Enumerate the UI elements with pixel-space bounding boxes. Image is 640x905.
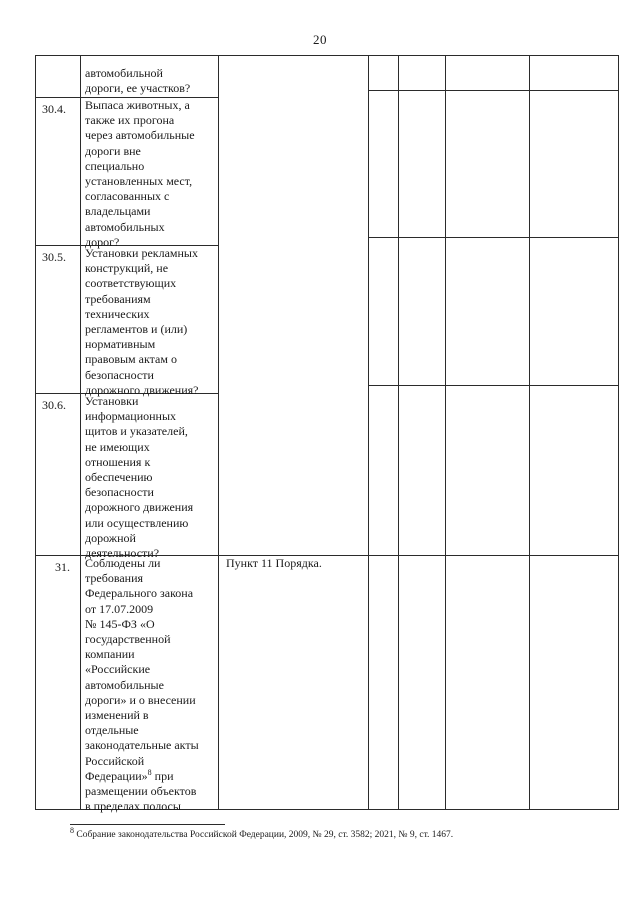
question-line: дороги вне — [85, 143, 141, 158]
question-line: регламентов и (или) — [85, 322, 188, 337]
question-line: или осуществлению — [85, 515, 189, 530]
table-border-right — [618, 55, 619, 810]
row-number: 30.5. — [42, 250, 66, 264]
question-line: автомобильных — [85, 219, 165, 234]
table-row — [85, 246, 198, 398]
question-line: Соблюдены ли — [85, 556, 161, 570]
question-line: через автомобильные — [85, 128, 195, 143]
question-line: информационных — [85, 409, 177, 424]
col-divider-6 — [529, 55, 530, 810]
question-line: законодательные акты — [85, 738, 199, 753]
table-row — [85, 98, 195, 250]
question-line: дорог? — [85, 234, 120, 249]
question-line: конструкций, не — [85, 261, 169, 276]
question-line: в пределах полосы — [85, 799, 181, 814]
question-line: согласованных с — [85, 189, 170, 204]
question-line: дорожного движения — [85, 500, 194, 515]
table-row — [85, 66, 190, 96]
question-line: отдельные — [85, 723, 139, 738]
row-number: 30.4. — [42, 102, 66, 116]
table-border-top — [35, 55, 619, 56]
question-line: размещении объектов — [85, 784, 197, 799]
question-line: безопасности — [85, 367, 154, 382]
question-line: требованиям — [85, 291, 151, 306]
question-line: от 17.07.2009 — [85, 601, 154, 616]
question-line: дороги» и о внесении — [85, 692, 196, 707]
reference-cell: Пункт 11 Порядка. — [226, 556, 322, 570]
table-row — [85, 556, 199, 814]
question-line: государственной — [85, 632, 171, 647]
question-line: отношения к — [85, 454, 151, 469]
question-line: автомобильные — [85, 677, 164, 692]
question-line: щитов и указателей, — [85, 424, 188, 439]
question-line: дорожной — [85, 530, 136, 545]
question-line: правовым актам о — [85, 352, 177, 367]
question-line: установленных мест, — [85, 174, 193, 189]
question-line-tail: при — [151, 768, 174, 783]
question-line: Выпаса животных, а — [85, 98, 190, 112]
checklist-table — [35, 55, 619, 814]
page-number: 20 — [313, 32, 327, 47]
question-line: Установки — [85, 394, 139, 408]
question-line: владельцами — [85, 204, 151, 219]
footnote-marker: 8 — [70, 825, 74, 835]
question-line: требования — [85, 571, 144, 586]
question-line: дороги, ее участков? — [85, 81, 191, 96]
question-line: автомобильной — [85, 66, 163, 80]
col-divider-5 — [445, 55, 446, 810]
row-number: 30.6. — [42, 398, 66, 412]
question-line: деятельности? — [85, 546, 160, 561]
question-line: технических — [85, 306, 150, 321]
col-divider-2 — [218, 55, 219, 810]
row-divider-3b — [368, 385, 619, 386]
row-number: 31. — [55, 560, 70, 574]
question-line: изменений в — [85, 708, 149, 723]
question-line — [85, 769, 199, 784]
question-line: обеспечению — [85, 470, 153, 485]
question-line: Установки рекламных — [85, 246, 198, 260]
table-border-left — [35, 55, 36, 810]
question-line-text: Федерации» — [85, 768, 148, 783]
question-line: Федерального закона — [85, 586, 194, 601]
question-line: специально — [85, 158, 145, 173]
question-line: дорожного движения? — [85, 382, 199, 397]
row-divider-2b — [368, 237, 619, 238]
footnote-divider — [70, 824, 225, 825]
question-line: компании — [85, 647, 135, 662]
footnote — [70, 825, 454, 840]
footnote-marker: 8 — [147, 767, 152, 777]
question-line: соответствующих — [85, 276, 177, 291]
col-divider-4 — [398, 55, 399, 810]
question-line: не имеющих — [85, 439, 150, 454]
question-line: № 145-ФЗ «О — [85, 616, 155, 631]
col-divider-1 — [80, 55, 81, 810]
question-line: также их прогона — [85, 113, 175, 128]
row-divider-1b — [368, 90, 619, 91]
question-line: Российской — [85, 753, 145, 768]
question-line: нормативным — [85, 337, 156, 352]
question-line: безопасности — [85, 485, 154, 500]
col-divider-3 — [368, 55, 369, 810]
footnote-text: Собрание законодательства Российской Федерации, 2009, № 29, ст. 3582; 2021, № 9, ст. 1467. — [74, 830, 454, 840]
question-line: «Российские — [85, 662, 151, 677]
table-row — [85, 394, 193, 561]
